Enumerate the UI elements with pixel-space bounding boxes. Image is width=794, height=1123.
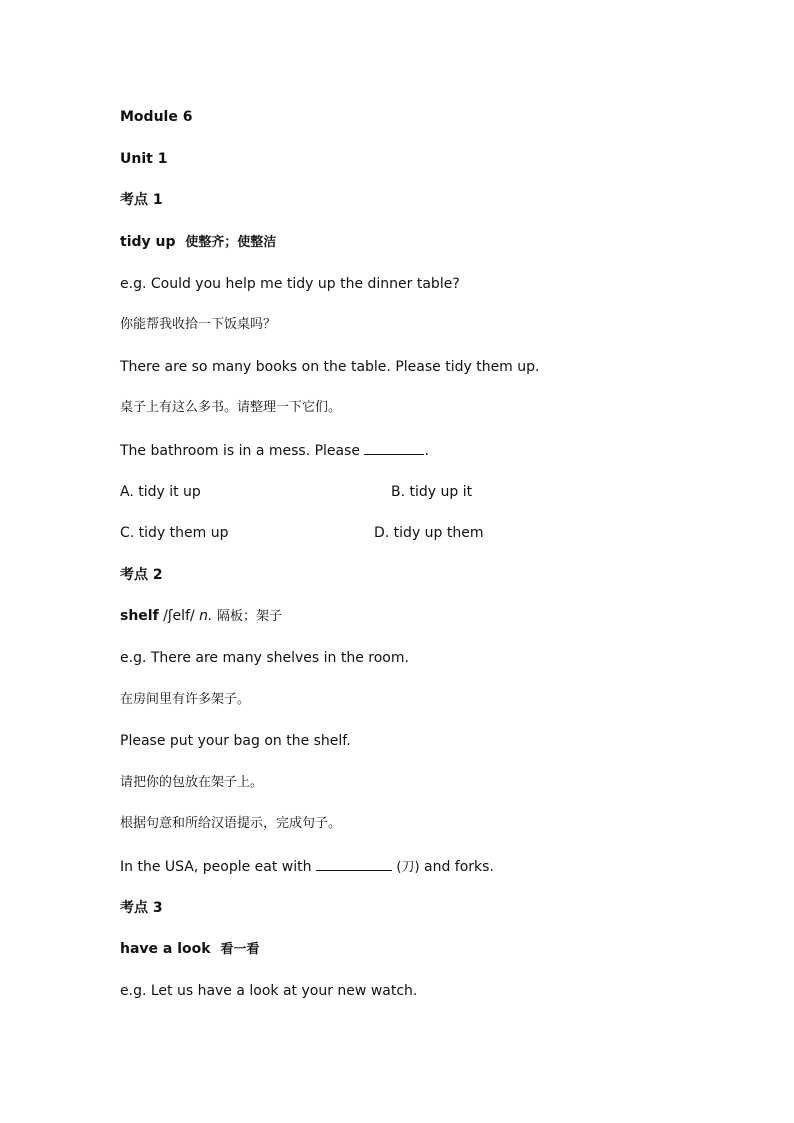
point1-heading: 考点 1	[120, 192, 163, 208]
point2-example2-zh: 请把你的包放在架子上。	[120, 775, 264, 790]
unit-title: Unit 1	[120, 151, 168, 167]
point1-term: tidy up	[120, 234, 176, 250]
point2-answer-blank	[316, 857, 392, 871]
point1-option-c: C. tidy them up	[120, 525, 229, 541]
point2-term-line	[120, 607, 282, 626]
point1-example1-en: e.g. Could you help me tidy up the dinner table?	[120, 276, 460, 292]
point2-instruction: 根据句意和所给汉语提示，完成句子。	[120, 816, 342, 831]
point1-term-line	[120, 233, 276, 252]
point2-question-suffix: and forks.	[424, 859, 494, 875]
point1-question	[120, 441, 429, 460]
point1-option-d: D. tidy up them	[374, 525, 484, 541]
point1-meaning: 使整齐；使整洁	[185, 235, 277, 250]
point2-term: shelf	[120, 608, 159, 624]
point3-term-line	[120, 940, 259, 959]
point1-option-a: A. tidy it up	[120, 484, 201, 500]
point2-phonetic: /ʃelf/	[163, 608, 195, 624]
point1-option-b: B. tidy up it	[391, 484, 473, 500]
point2-meaning: 隔板；架子	[216, 609, 282, 624]
point1-example1-zh: 你能帮我收拾一下饭桌吗？	[120, 317, 277, 332]
point1-answer-blank	[364, 441, 424, 455]
point2-question-hint: (刀)	[396, 860, 420, 875]
point1-example2-zh: 桌子上有这么多书。请整理一下它们。	[120, 400, 342, 415]
point2-heading: 考点 2	[120, 567, 163, 583]
point3-term: have a look	[120, 941, 211, 957]
point3-heading: 考点 3	[120, 900, 163, 916]
point2-example2-en: Please put your bag on the shelf.	[120, 733, 351, 749]
point2-example1-en: e.g. There are many shelves in the room.	[120, 650, 409, 666]
point2-question	[120, 857, 494, 877]
point3-example1-en: e.g. Let us have a look at your new watch.	[120, 983, 418, 999]
point1-question-suffix: .	[424, 443, 429, 459]
module-title: Module 6	[120, 109, 193, 125]
point2-example1-zh: 在房间里有许多架子。	[120, 692, 251, 707]
point2-pos: n.	[199, 608, 213, 624]
point2-question-prefix: In the USA, people eat with	[120, 859, 312, 875]
point1-example2-en: There are so many books on the table. Please tidy them up.	[120, 359, 540, 375]
point3-meaning: 看一看	[220, 942, 260, 957]
point1-question-prefix: The bathroom is in a mess. Please	[120, 443, 361, 459]
